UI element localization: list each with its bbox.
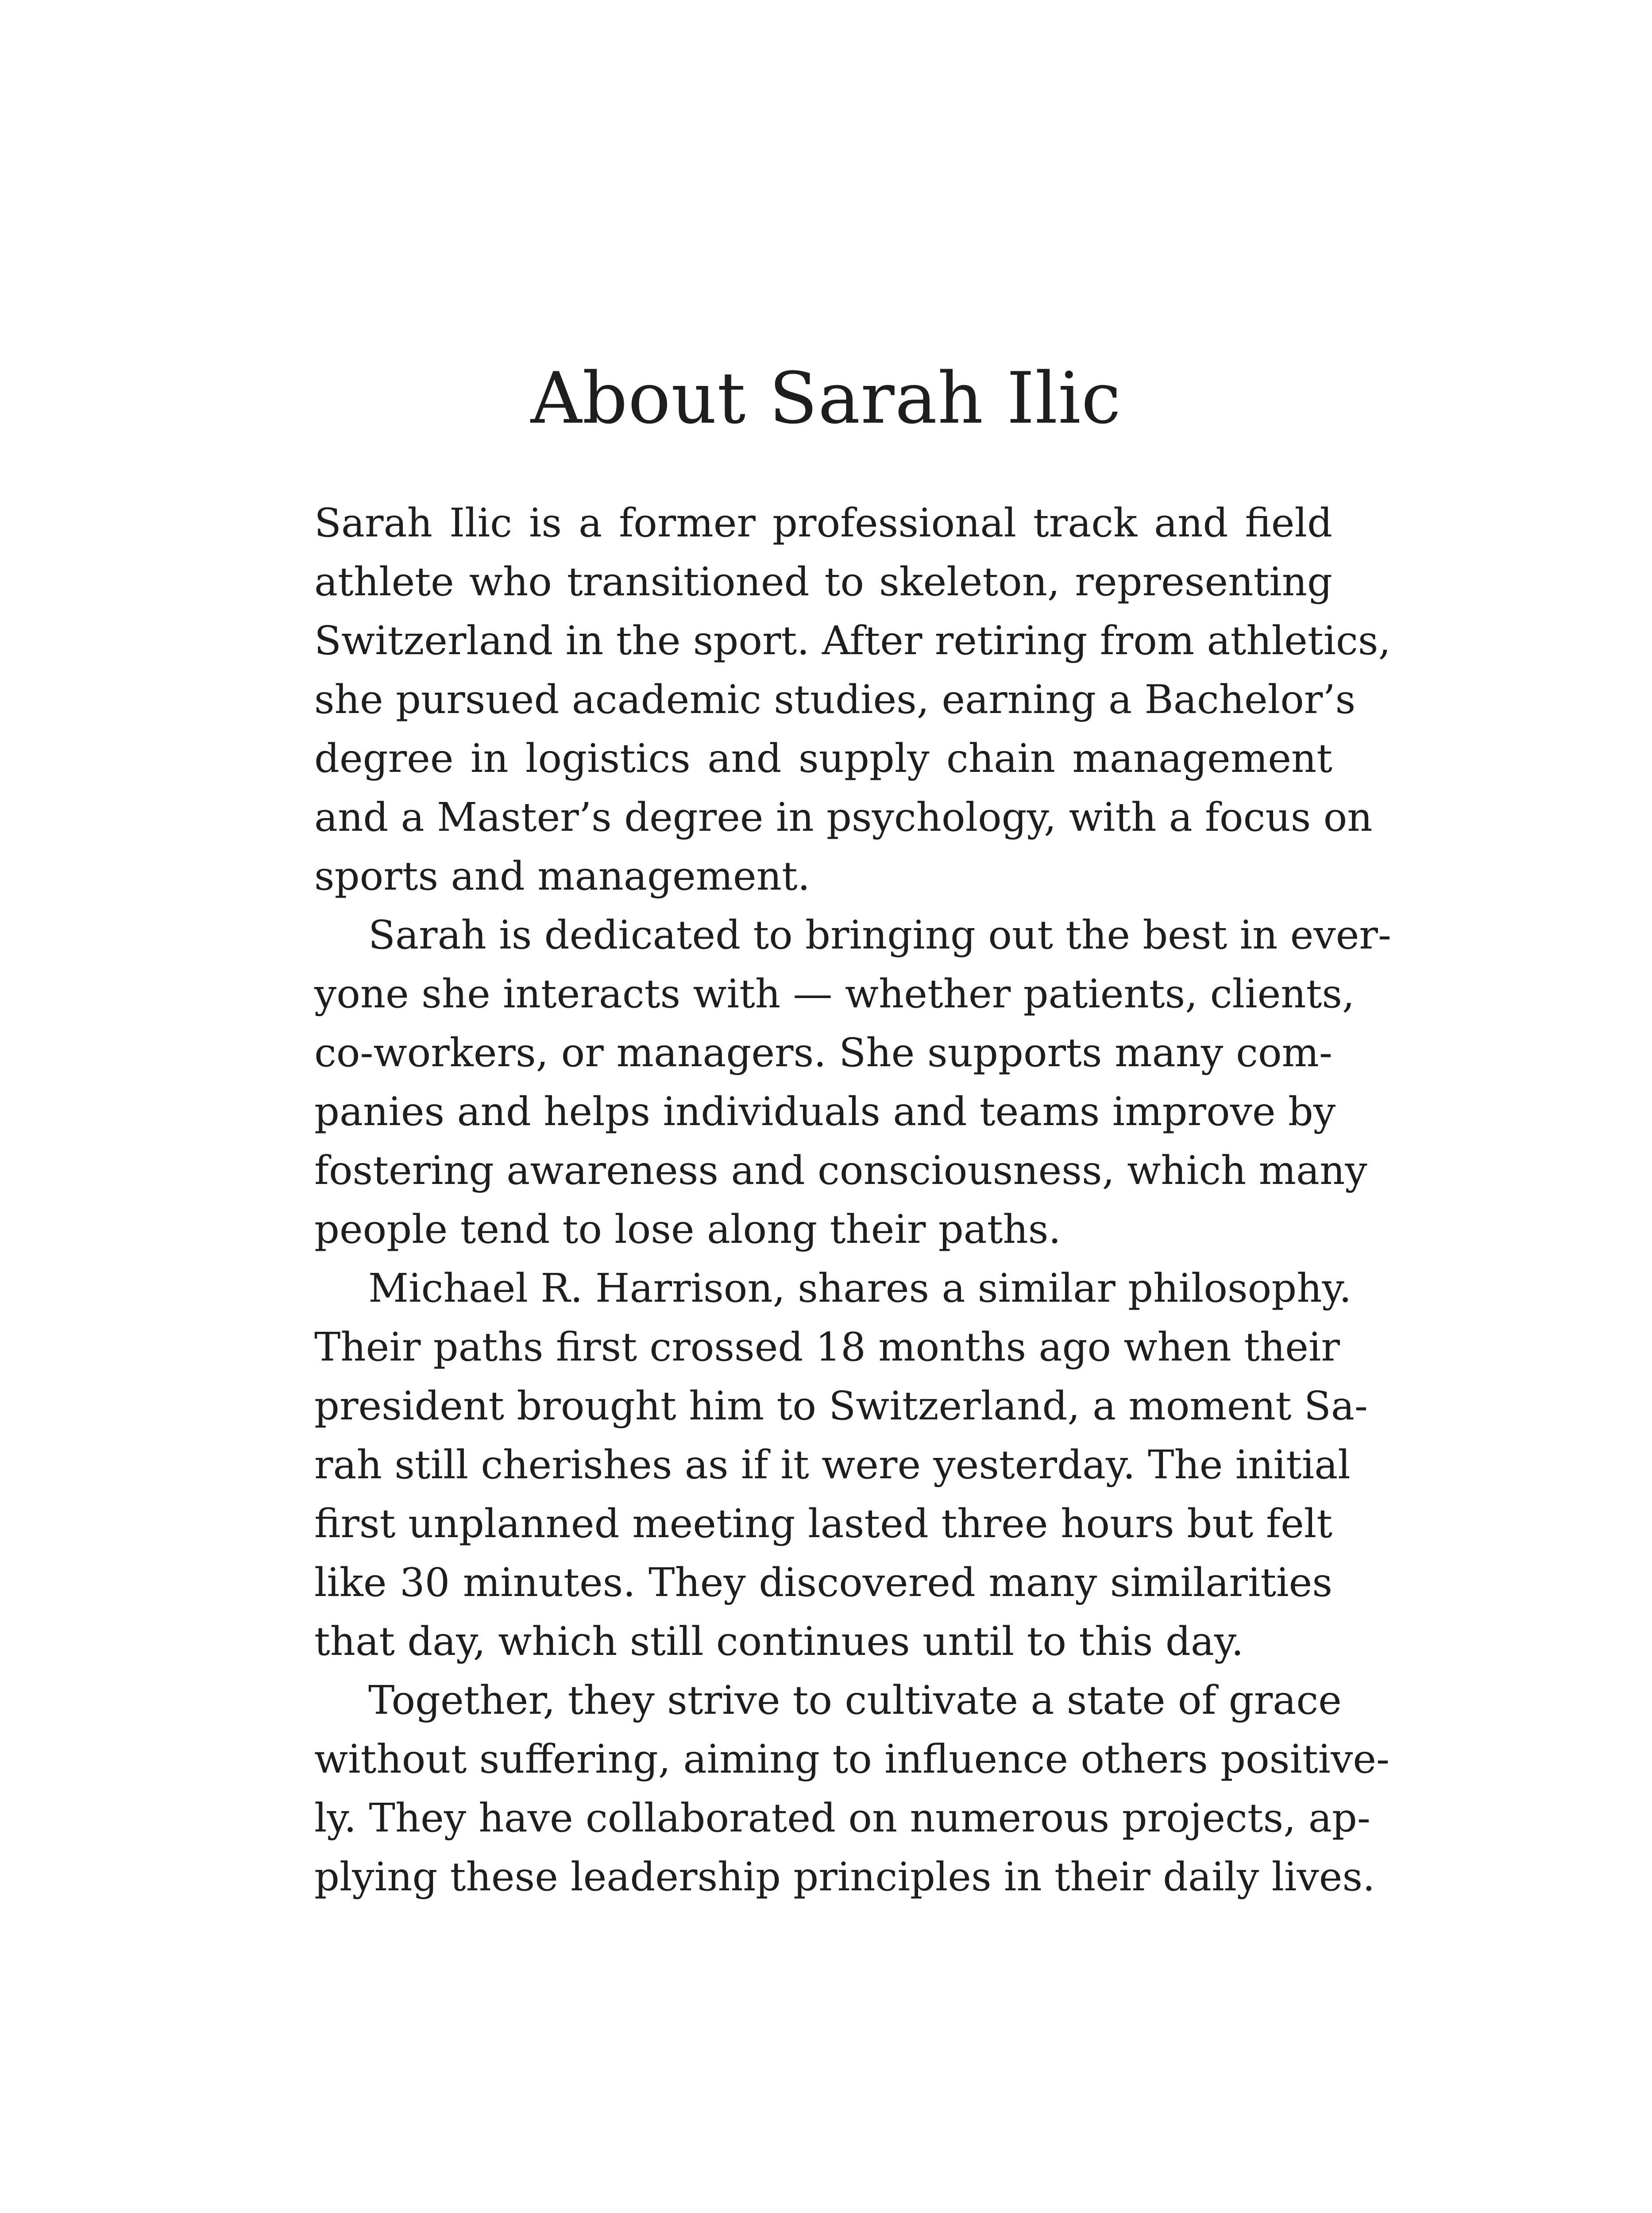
text-line: Their paths first crossed 18 months ago when their — [314, 1324, 1340, 1370]
text-line: sports and management. — [314, 853, 811, 899]
text-line: athlete who transitioned to skeleton, representing — [314, 559, 1332, 605]
paragraph-1 — [314, 493, 1391, 906]
text-line: Sarah Ilic is a former professional track and field — [314, 500, 1332, 546]
text-line: Switzerland in the sport. After retiring from athletics, — [314, 617, 1391, 663]
text-line: panies and helps individuals and teams improve by — [314, 1088, 1336, 1134]
text-line: president brought him to Switzerland, a moment Sa- — [314, 1383, 1368, 1429]
text-line: people tend to lose along their paths. — [314, 1206, 1061, 1252]
text-line: first unplanned meeting lasted three hours but felt — [314, 1500, 1332, 1546]
text-line: she pursued academic studies, earning a Bachelor’s — [314, 676, 1356, 722]
page-title: About Sarah Ilic — [530, 357, 1122, 440]
text-line: yone she interacts with — whether patients, clients, — [314, 971, 1355, 1017]
text-line: without suffering, aiming to influence others positive- — [314, 1736, 1390, 1782]
body-text — [314, 493, 1392, 1906]
text-line: like 30 minutes. They discovered many similarities — [314, 1559, 1332, 1605]
text-line: Michael R. Harrison, shares a similar philosophy. — [368, 1265, 1352, 1311]
text-line: Together, they strive to cultivate a state of grace — [368, 1677, 1342, 1723]
text-line: Sarah is dedicated to bringing out the best in ever- — [368, 912, 1392, 958]
paragraph-3 — [314, 1259, 1368, 1671]
text-line: ly. They have collaborated on numerous projects, ap- — [314, 1795, 1370, 1841]
paragraph-4 — [314, 1671, 1390, 1906]
text-line: and a Master’s degree in psychology, with a focus on — [314, 794, 1373, 840]
text-line: fostering awareness and consciousness, which many — [314, 1147, 1367, 1193]
text-line: that day, which still continues until to this day. — [314, 1618, 1244, 1664]
paragraph-2 — [314, 906, 1392, 1259]
text-line: co-workers, or managers. She supports many com- — [314, 1029, 1332, 1076]
text-line: rah still cherishes as if it were yesterday. The initial — [314, 1442, 1351, 1488]
text-line: degree in logistics and supply chain management — [314, 735, 1332, 781]
text-line: plying these leadership principles in their daily lives. — [314, 1854, 1375, 1900]
